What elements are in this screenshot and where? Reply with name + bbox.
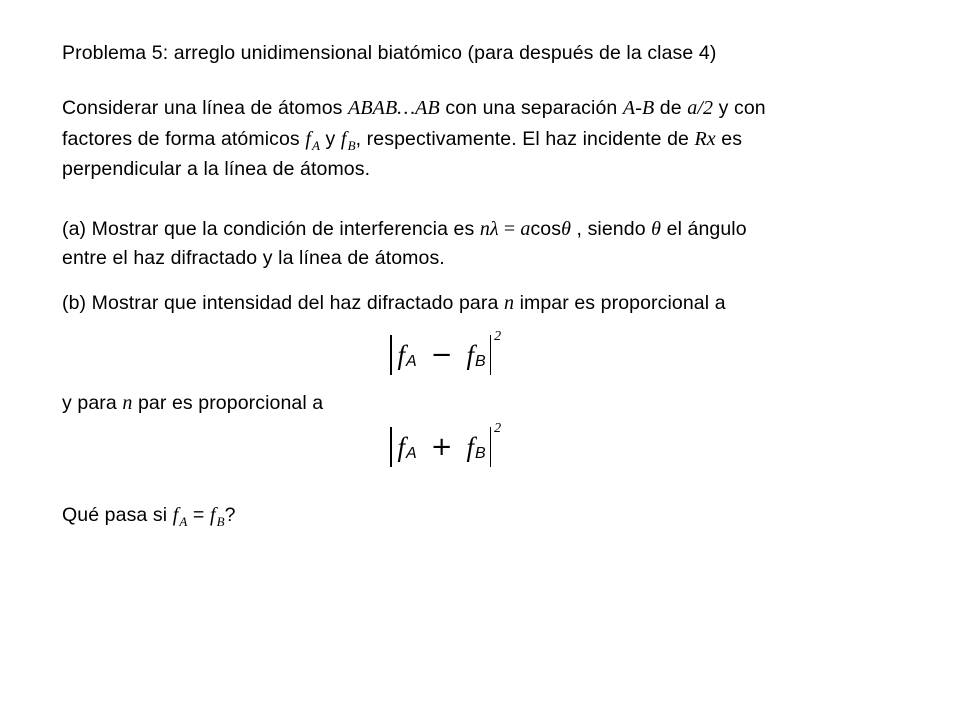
intensity-formula-even	[390, 421, 502, 469]
subscript-b: B	[216, 514, 225, 529]
xray-symbol: Rx	[694, 128, 716, 150]
subscript-a: A	[311, 138, 321, 153]
order-n: n	[122, 392, 133, 414]
separation-value: a/2	[687, 97, 714, 119]
form-factor-b: f	[466, 432, 474, 462]
subscript-b: B	[475, 445, 486, 462]
exponent: 2	[494, 421, 502, 436]
theta-symbol: θ	[651, 218, 662, 240]
intro-text: con una separación	[439, 97, 623, 119]
part-b-line-1	[62, 289, 726, 317]
question-text: Qué pasa si	[62, 504, 173, 526]
form-factor-b: f	[466, 340, 474, 370]
part-b-text: (b) Mostrar que intensidad del haz difractado para	[62, 292, 504, 314]
intro-text: es	[715, 128, 743, 150]
lambda-symbol: λ	[489, 218, 499, 240]
subscript-b: B	[475, 353, 486, 370]
abs-bar-right	[490, 335, 492, 375]
intro-text: y con	[713, 97, 766, 119]
equals-sign: =	[498, 218, 521, 240]
cos-function: cos	[530, 218, 562, 240]
intro-text: y	[320, 128, 341, 150]
abs-bar-left	[390, 427, 392, 467]
intro-text: , respectivamente. El haz incidente de	[355, 128, 695, 150]
question-mark: ?	[224, 504, 236, 526]
atom-chain: ABAB…AB	[348, 97, 440, 119]
part-a-text: (a) Mostrar que la condición de interferencia es	[62, 218, 480, 240]
order-n: n	[503, 292, 515, 314]
part-a-text: , siendo	[571, 218, 652, 240]
form-factor-a: f	[397, 432, 406, 462]
exponent: 2	[494, 329, 502, 344]
intro-line-1	[62, 94, 766, 122]
plus-sign: +	[430, 432, 453, 462]
problem-title: Problema 5: arreglo unidimensional biatómico (para después de la clase 4)	[62, 42, 717, 64]
part-b-text: par es proporcional a	[132, 392, 324, 414]
part-b-text: impar es proporcional a	[514, 292, 726, 314]
part-b-line-2	[62, 389, 323, 417]
closing-question	[62, 501, 236, 531]
abs-bar-right	[490, 427, 492, 467]
subscript-b: B	[347, 138, 356, 153]
form-factor-a: f	[172, 504, 179, 526]
intensity-formula-odd	[390, 329, 502, 377]
minus-sign: −	[430, 340, 453, 370]
intro-text: Considerar una línea de átomos	[62, 97, 349, 119]
lattice-a: a	[520, 218, 531, 240]
subscript-a: A	[406, 353, 417, 370]
subscript-a: A	[179, 514, 188, 529]
abs-bar-left	[390, 335, 392, 375]
part-a-line-1	[62, 215, 747, 243]
form-factor-a: f	[397, 340, 406, 370]
intro-text: de	[654, 97, 688, 119]
part-a-line-2: entre el haz difractado y la línea de átomos.	[62, 247, 445, 269]
form-factor-b: f	[340, 128, 347, 150]
part-b-text: y para	[62, 392, 123, 414]
intro-text: factores de forma atómicos	[62, 128, 306, 150]
order-n: n	[479, 218, 490, 240]
subscript-a: A	[406, 445, 417, 462]
part-a-text: el ángulo	[661, 218, 747, 240]
intro-line-3: perpendicular a la línea de átomos.	[62, 158, 371, 180]
form-factor-b: f	[209, 504, 216, 526]
intro-line-2	[62, 125, 742, 155]
atom-pair: A-B	[622, 97, 655, 119]
form-factor-a: f	[305, 128, 311, 150]
equals-sign: =	[187, 504, 210, 526]
theta-symbol: θ	[561, 218, 572, 240]
